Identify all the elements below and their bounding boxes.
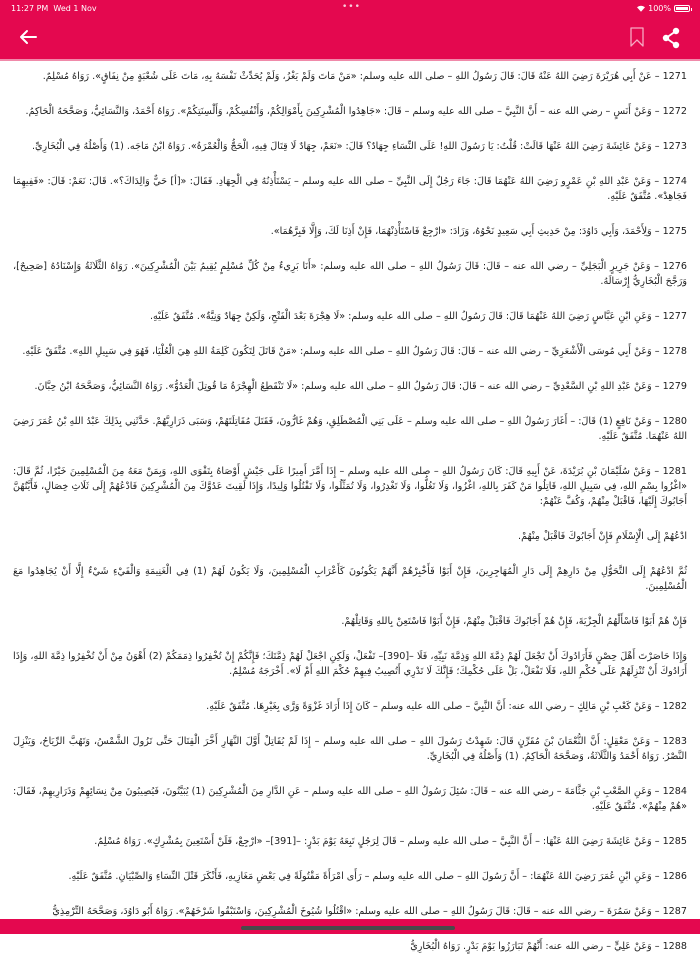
bookmark-icon[interactable] (629, 27, 645, 47)
hadith-1280: 1280 – وَعَنْ نَافِعٍ (1) قَالَ: – أَغَارَ رَسُولُ اللهِ – صلى الله عليه وسلم – عَلَى بَنِي الْمُصْطَلِقِ، وَهُمْ غَارُّونَ، فَقَتَلَ مُقَاتِلَتَهُمْ، وَسَبَى ذَرَارِيَّهُمْ. حَدَّثَنِي بِذَلِكَ عَبْدُ اللهِ بْنُ عُمَرَ رَضِيَ اللهُ عَنْهُمَا. مُتَّفَقٌ عَلَيْهِ. (13, 416, 687, 442)
hadith-1278: 1278 – وَعَنْ أَبِي مُوسَى الْأَشْعَرِيِّ – رضي الله عنه – قَالَ: قَالَ رَسُولُ اللهِ – صلى الله عليه وسلم: «مَنْ قَاتَلَ لِتَكُونَ كَلِمَةُ اللهِ هِيَ الْعُلْيَا، فَهُوَ فِي سَبِيلِ اللهِ». مُتَّفَقٌ عَلَيْهِ. (22, 346, 687, 357)
hadith-1287: 1287 – وَعَنْ سَمُرَةَ – رضي الله عنه – قَالَ: قَالَ رَسُولُ اللهِ – صلى الله عليه وسلم: «اقْتُلُوا شُيُوخَ الْمُشْرِكِينَ، وَاسْتَبْقُوا شَرْخَهُمْ». رَوَاهُ أَبُو دَاوُدَ، وَصَحَّحَهُ التِّرْمِذِيُّ (52, 906, 687, 917)
share-icon[interactable] (661, 27, 681, 49)
hadith-1281-part-3: ثُمَّ ادْعُهُمْ إِلَى التَّحَوُّلِ مِنْ دَارِهِمْ إِلَى دَارِ الْمُهَاجِرِينَ، فَإِنْ أَبَوْا فَأَخْبِرْهُمْ أَنَّهُمْ يَكُونُونَ كَأَعْرَابِ الْمُسْلِمِينَ، وَلَا يَكُونُ لَهُمْ (1) فِي الْغَنِيمَةِ وَالْفَيْءِ شَيْءٌ إِلَّا أَنْ يُجَاهِدُوا مَعَ الْمُسْلِمِينَ. (13, 566, 687, 592)
hadith-1281-part-5: وَإِذَا حَاصَرْتَ أَهْلَ حِصْنٍ فَأَرَادُوكَ أَنْ تَجْعَلَ لَهُمْ ذِمَّةَ اللهِ وَذِمَّةَ نَبِيِّهِ، فَلَا –[390]– تَفْعَلْ، وَلَكِنِ اجْعَلْ لَهُمْ ذِمَّتَكَ؛ فَإِنَّكُمْ إِنْ تُخْفِرُوا ذِمَمَكُمْ (2) أَهْوَنُ مِنْ أَنْ تُخْفِرُوا ذِمَّةَ اللهِ، وَإِذَا أَرَادُوكَ أَنْ تُنْزِلَهُمْ عَلَى حُكْمِ اللهِ، فَلَا تَفْعَلْ، بَلْ عَلَى حُكْمِكَ؛ فَإِنَّكَ لَا تَدْرِي أَتُصِيبُ فِيهِمْ حُكْمَ اللهِ أَمْ لَا». أَخْرَجَهُ مُسْلِمٌ. (13, 651, 687, 677)
back-arrow-icon[interactable] (18, 29, 38, 45)
hadith-1276: 1276 – وَعَنْ جَرِيرٍ الْبَجَلِيِّ – رضي الله عنه – قَالَ: قَالَ رَسُولُ اللهِ – صلى الله عليه وسلم: «أَنَا بَرِيءٌ مِنْ كُلِّ مُسْلِمٍ يُقِيمُ بَيْنَ الْمُشْرِكِينَ». رَوَاهُ الثَّلَاثَةُ وَإِسْنَادُهُ [صَحِيحٌ]، وَرَجَّحَ الْبُخَارِيُّ إِرْسَالَهُ. (13, 261, 687, 287)
hadith-1282: 1282 – وَعَنْ كَعْبِ بْنِ مَالِكٍ – رضي الله عنه: أَنَّ النَّبِيَّ – صلى الله عليه وسلم – كَانَ إِذَا أَرَادَ غَزْوَةً وَرَّى بِغَيْرِهَا. مُتَّفَقٌ عَلَيْهِ. (206, 701, 687, 712)
bottom-bar (0, 919, 700, 934)
hadith-list[interactable] (0, 61, 700, 952)
hadith-1285: 1285 – وَعَنْ عَائِشَةَ رَضِيَ اللهُ عَنْهَا: – أَنَّ النَّبِيَّ – صلى الله عليه وسلم – قَالَ لِرَجُلٍ تَبِعَهُ يَوْمَ بَدْرٍ: –[391]– «ارْجِعْ، فَلَنْ أَسْتَعِينَ بِمُشْرِكٍ». رَوَاهُ مُسْلِمٌ. (94, 836, 687, 847)
hadith-1272: 1272 – وَعَنْ أَنَسٍ – رضي الله عنه – أَنَّ النَّبِيَّ – صلى الله عليه وسلم – قَالَ: «جَاهِدُوا الْمُشْرِكِينَ بِأَمْوَالِكُمْ، وَأَنْفُسِكُمْ، وَأَلْسِنَتِكُمْ». رَوَاهُ أَحْمَدُ، وَالنَّسَائِيُّ، وَصَحَّحَهُ الْحَاكِمُ. (25, 106, 687, 117)
hadith-1281: 1281 – وَعَنْ سُلَيْمَانَ بْنِ بُرَيْدَةَ، عَنْ أَبِيهِ قَالَ: كَانَ رَسُولُ اللهِ – صلى الله عليه وسلم – إِذَا أَمَّرَ أَمِيرًا عَلَى جَيْشٍ أَوْصَاهُ بِتَقْوَى اللهِ، وَبِمَنْ مَعَهُ مِنَ الْمُسْلِمِينَ خَيْرًا، ثُمَّ قَالَ: «اغْزُوا بِسْمِ اللهِ، فِي سَبِيلِ اللهِ، قَاتِلُوا مَنْ كَفَرَ بِاللهِ، اغْزُوا، وَلَا تَغُلُّوا، وَلَا تَغْدِرُوا، وَلَا تُمَثِّلُوا، وَلَا تَقْتُلُوا وَلِيدًا، وَإِذَا لَقِيتَ عَدُوَّكَ مِنَ الْمُشْرِكِينَ فَادْعُهُمْ إِلَى ثَلَاثِ خِصَالٍ، فَأَيَّتُهُنَّ أَجَابُوكَ إِلَيْهَا، فَاقْبَلْ مِنْهُمْ، وَكُفَّ عَنْهُمْ: (13, 466, 687, 507)
home-indicator[interactable] (241, 926, 455, 930)
hadith-1274: 1274 – وَعَنْ عَبْدِ اللهِ بْنِ عَمْرٍو رَضِيَ اللهُ عَنْهُمَا قَالَ: جَاءَ رَجُلٌ إِلَى النَّبِيِّ – صلى الله عليه وسلم – يَسْتَأْذِنُهُ فِي الْجِهَادِ. فَقَالَ: «[أ] حَيٌّ وَالِدَاكَ؟». قَالَ: نَعَمْ: قَالَ: «فَفِيهِمَا فَجَاهِدْ». مُتَّفَقٌ عَلَيْهِ. (13, 176, 687, 202)
status-right (637, 4, 690, 13)
hadith-1277: 1277 – وَعَنِ ابْنِ عَبَّاسٍ رَضِيَ اللهُ عَنْهُمَا قَالَ: قَالَ رَسُولُ اللهِ – صلى الله عليه وسلم: «لَا هِجْرَةَ بَعْدَ الْفَتْحِ، وَلَكِنْ جِهَادٌ وَنِيَّةٌ». مُتَّفَقٌ عَلَيْهِ. (149, 311, 687, 322)
battery-icon (674, 5, 690, 12)
battery-percent: 100% (648, 4, 671, 13)
hadith-1284: 1284 – وَعَنِ الصَّعْبِ بْنِ جَثَّامَةَ – رضي الله عنه – قَالَ: سُئِلَ رَسُولُ اللهِ – صلى الله عليه وسلم – عَنِ الدَّارِ مِنَ الْمُشْرِكِينَ (1) يُبَيَّتُونَ، فَيُصِيبُونَ مِنْ نِسَائِهِمْ وَذَرَارِيهِمْ، فَقَالَ: «هُمْ مِنْهُمْ». مُتَّفَقٌ عَلَيْهِ. (13, 786, 687, 812)
app-bar (0, 0, 700, 59)
hadith-1279: 1279 – وَعَنْ عَبْدِ اللهِ بْنِ السَّعْدِيِّ – رضي الله عنه – قَالَ: قَالَ رَسُولُ اللهِ – صلى الله عليه وسلم: «لَا تَنْقَطِعُ الْهِجْرَةُ مَا قُوتِلَ الْعَدُوُّ». رَوَاهُ النَّسَائِيُّ، وَصَحَّحَهُ ابْنُ حِبَّانَ. (34, 381, 687, 392)
hadith-1281-part-4: فَإِنْ هُمْ أَبَوْا فَاسْأَلْهُمُ الْجِزْيَةَ، فَإِنْ هُمْ أَجَابُوكَ فَاقْبَلْ مِنْهُمْ، فَإِنْ أَبَوْا فَاسْتَعِنْ بِاللهِ وَقَاتِلْهُمْ. (341, 616, 687, 627)
hadith-1286: 1286 – وَعَنِ ابْنِ عُمَرَ رَضِيَ اللهُ عَنْهُمَا: – أَنَّ رَسُولَ اللهِ – صلى الله عليه وسلم – رَأَى امْرَأَةً مَقْتُولَةً فِي بَعْضِ مَغَازِيهِ، فَأَنْكَرَ قَتْلَ النِّسَاءِ وَالصِّبْيَانِ. مُتَّفَقٌ عَلَيْهِ. (68, 871, 687, 882)
hadith-1288: 1288 – وَعَنْ عَلِيٍّ – رضي الله عنه: أَنَّهُمْ تَبَارَزُوا يَوْمَ بَدْرٍ. رَوَاهُ الْبُخَارِيُّ (410, 941, 687, 952)
hadith-1281-part-2: ادْعُهُمْ إِلَى الْإِسْلَامِ فَإِنْ أَجَابُوكَ فَاقْبَلْ مِنْهُمْ. (518, 531, 687, 542)
wifi-icon (637, 5, 645, 12)
hadith-1273: 1273 – وَعَنْ عَائِشَةَ رَضِيَ اللهُ عَنْهَا قَالَتْ: قُلْتُ: يَا رَسُولَ اللهِ! عَلَى النِّسَاءِ جِهَادٌ؟ قَالَ: «نَعَمْ، جِهَادٌ لَا قِتَالَ فِيهِ، الْحَجُّ وَالْعُمْرَةُ». رَوَاهُ ابْنُ مَاجَه. (1) وَأَصْلُهُ فِي الْبُخَارِيِّ. (31, 141, 687, 152)
hadith-1283: 1283 – وَعَنْ مَعْقِلٍ: أَنَّ النُّعْمَانَ بْنَ مُقَرِّنٍ قَالَ: شَهِدْتُ رَسُولَ اللهِ – صلى الله عليه وسلم – إِذَا لَمْ يُقَاتِلْ أَوَّلَ النَّهَارِ أَخَّرَ الْقِتَالَ حَتَّى تَزُولَ الشَّمْسُ، وَتَهُبَّ الرِّيَاحُ، وَيَنْزِلَ النَّصْرُ. رَوَاهُ أَحْمَدُ وَالثَّلَاثَةُ، وَصَحَّحَهُ الْحَاكِمُ. (1) وَأَصْلُهُ فِي الْبُخَارِيِّ. (13, 736, 687, 762)
status-bar (0, 0, 700, 18)
hadith-1275: 1275 – وَلِأَحْمَدَ، وَأَبِي دَاوُدَ: مِنْ حَدِيثِ أَبِي سَعِيدٍ نَحْوُهُ، وَزَادَ: «ارْجِعْ فَاسْتَأْذِنْهُمَا، فَإِنْ أَذِنَا لَكَ، وَإِلَّا فَبِرَّهُمَا». (270, 226, 687, 237)
status-time: 11:27 PM Wed 1 Nov (11, 4, 97, 13)
hadith-1271: 1271 – عَنْ أَبِي هُرَيْرَةَ رَضِيَ اللهُ عَنْهُ قَالَ: قَالَ رَسُولُ اللهِ – صلى الله عليه وسلم: «مَنْ مَاتَ وَلَمْ يَغْزُ، وَلَمْ يُحَدِّثْ نَفْسَهُ بِهِ، مَاتَ عَلَى شُعْبَةٍ مِنْ نِفَاقٍ». رَوَاهُ مُسْلِمٌ. (42, 71, 687, 82)
multitask-dots[interactable]: ••• (342, 2, 361, 12)
